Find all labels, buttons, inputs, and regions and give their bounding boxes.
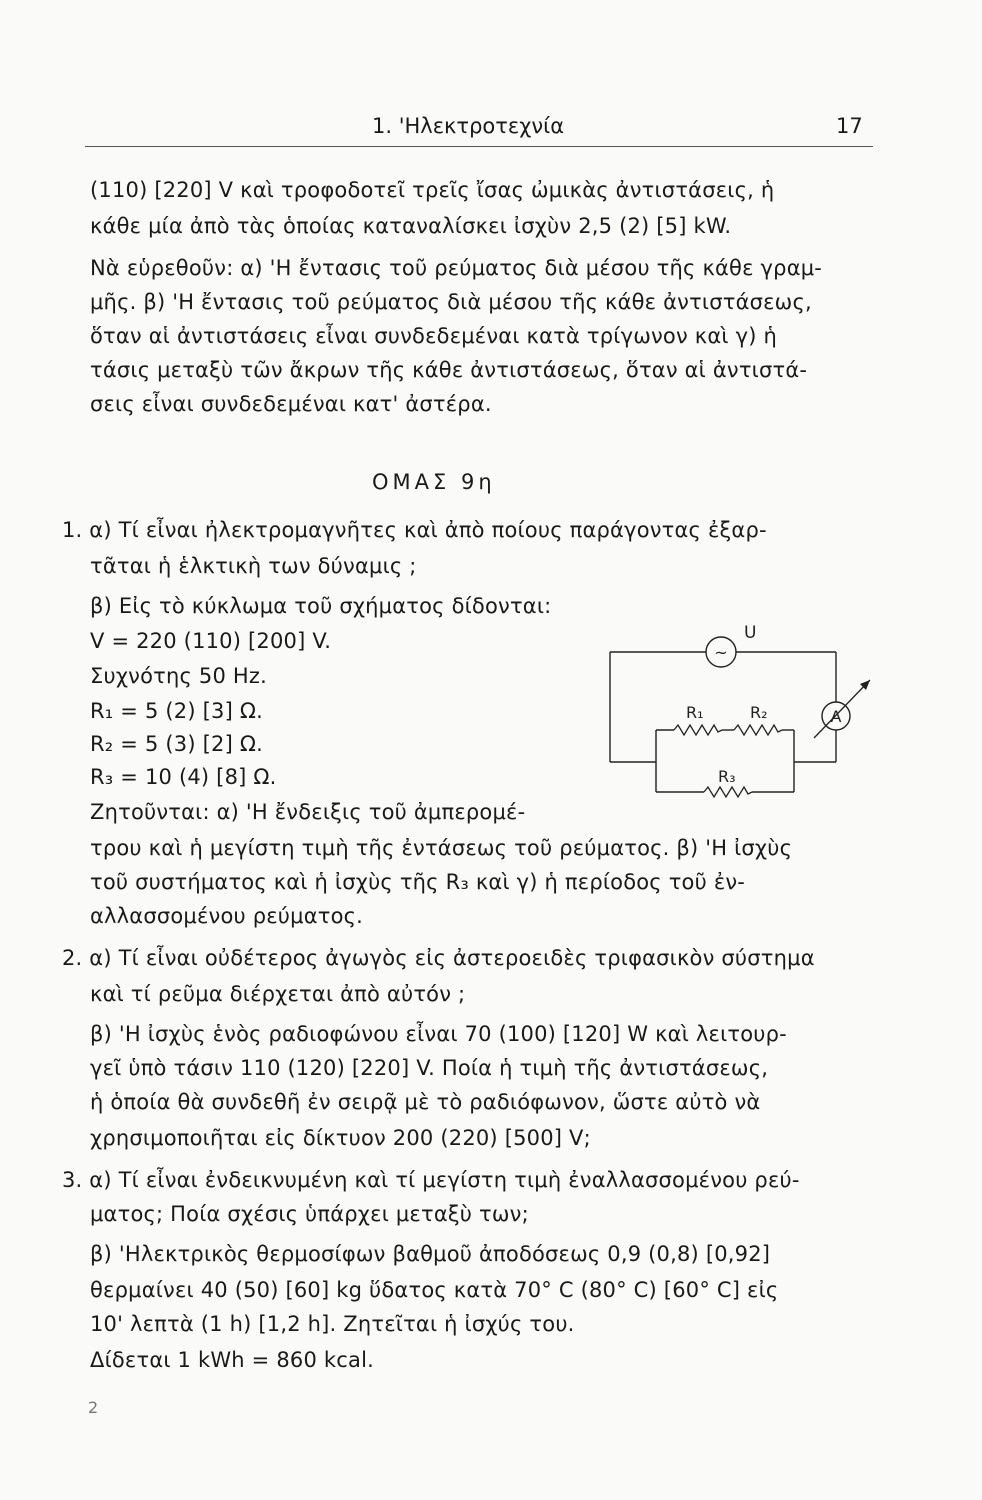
intro-line: τάσις μεταξὺ τῶν ἄκρων τῆς κάθε ἀντιστάσεως, ὅταν αἱ ἀντιστά-	[90, 358, 808, 382]
intro-line: ὅταν αἱ ἀντιστάσεις εἶναι συνδεδεμέναι κατὰ τρίγωνον καὶ γ) ἡ	[90, 324, 777, 348]
intro-line: κάθε μία ἀπὸ τὰς ὁποίας καταναλίσκει ἰσχὺν 2,5 (2) [5] kW.	[90, 214, 732, 238]
q1-line: αλλασσομένου ρεύματος.	[90, 904, 364, 928]
source-label: U	[744, 623, 757, 643]
ac-source-tilde: ~	[714, 643, 728, 662]
q1-line: V = 220 (110) [200] V.	[90, 629, 332, 653]
q3-line: Δίδεται 1 kWh = 860 kcal.	[90, 1348, 374, 1372]
signature-mark: 2	[88, 1398, 99, 1417]
q3-line: 10' λεπτὰ (1 h) [1,2 h]. Ζητεῖται ἡ ἰσχύς του.	[90, 1312, 575, 1336]
q3-line: β) 'Ηλεκτρικὸς θερμοσίφων βαθμοῦ ἀποδόσεως 0,9 (0,8) [0,92]	[90, 1242, 771, 1266]
q2-line: καὶ τί ρεῦμα διέρχεται ἀπὸ αὐτόν ;	[90, 982, 466, 1006]
q1-line: R₁ = 5 (2) [3] Ω.	[90, 699, 263, 723]
q1-line: τᾶται ἡ ἑλκτικὴ των δύναμις ;	[90, 554, 417, 578]
group-heading: ΟΜΑΣ 9η	[372, 470, 496, 494]
resistor-r3-symbol	[704, 787, 752, 797]
q1-line: Ζητοῦνται: α) 'Η ἔνδειξις τοῦ ἀμπερομέ-	[90, 800, 526, 824]
r2-label: R₂	[750, 703, 768, 722]
page-number: 17	[836, 114, 863, 138]
q1-line: τρου καὶ ἡ μεγίστη τιμὴ τῆς ἐντάσεως τοῦ ρεύματος. β) 'Η ἰσχὺς	[90, 836, 793, 860]
q2-line: γεῖ ὑπὸ τάσιν 110 (120) [220] V. Ποία ἡ τιμὴ τῆς ἀντιστάσεως,	[90, 1056, 769, 1080]
intro-line: μῆς. β) 'Η ἔντασις τοῦ ρεύματος διὰ μέσου τῆς κάθε ἀντιστάσεως,	[90, 290, 812, 314]
ammeter-label: A	[830, 707, 842, 726]
running-header	[0, 104, 982, 140]
q2-line: 2. α) Τί εἶναι οὐδέτερος ἀγωγὸς εἰς ἀστεροειδὲς τριφασικὸν σύστημα	[62, 946, 815, 970]
q1-line: R₃ = 10 (4) [8] Ω.	[90, 765, 277, 789]
q3-line: 3. α) Τί εἶναι ἐνδεικνυμένη καὶ τί μεγίστη τιμὴ ἐναλλασσομένου ρεύ-	[62, 1168, 800, 1192]
resistor-r1-symbol	[674, 725, 722, 735]
r1-label: R₁	[686, 703, 704, 722]
circuit-diagram	[608, 620, 880, 820]
q2-line: ἡ ὁποία θὰ συνδεθῆ ἐν σειρᾷ μὲ τὸ ραδιόφωνον, ὥστε αὐτὸ νὰ	[90, 1090, 761, 1114]
q1-line: β) Εἰς τὸ κύκλωμα τοῦ σχήματος δίδονται:	[90, 594, 552, 618]
q1-line: R₂ = 5 (3) [2] Ω.	[90, 732, 263, 756]
intro-line: (110) [220] V καὶ τροφοδοτεῖ τρεῖς ἴσας ὠμικὰς ἀντιστάσεις, ἡ	[90, 178, 775, 202]
q2-line: β) 'Η ἰσχὺς ἑνὸς ραδιοφώνου εἶναι 70 (100) [120] W καὶ λειτουρ-	[90, 1022, 787, 1046]
q1-line: τοῦ συστήματος καὶ ἡ ἰσχὺς τῆς R₃ καὶ γ) ἡ περίοδος τοῦ ἐν-	[90, 870, 746, 894]
intro-line: Νὰ εὑρεθοῦν: α) 'Η ἔντασις τοῦ ρεύματος διὰ μέσου τῆς κάθε γραμ-	[90, 256, 823, 280]
chapter-title: 1. 'Ηλεκτροτεχνία	[372, 114, 565, 138]
q2-line: χρησιμοποιῆται εἰς δίκτυον 200 (220) [500] V;	[90, 1126, 591, 1150]
intro-line: σεις εἶναι συνδεδεμέναι κατ' ἀστέρα.	[90, 392, 492, 416]
q1-line: 1. α) Τί εἶναι ἠλεκτρομαγνῆτες καὶ ἀπὸ ποίους παράγοντας ἐξαρ-	[62, 518, 767, 542]
q3-line: ματος; Ποία σχέσις ὑπάρχει μεταξὺ των;	[90, 1202, 529, 1226]
header-rule	[85, 146, 873, 147]
resistor-r2-symbol	[734, 725, 782, 735]
r3-label: R₃	[718, 767, 736, 786]
q1-line: Συχνότης 50 Hz.	[90, 664, 267, 688]
q3-line: θερμαίνει 40 (50) [60] kg ὕδατος κατὰ 70° C (80° C) [60° C] εἰς	[90, 1278, 779, 1302]
